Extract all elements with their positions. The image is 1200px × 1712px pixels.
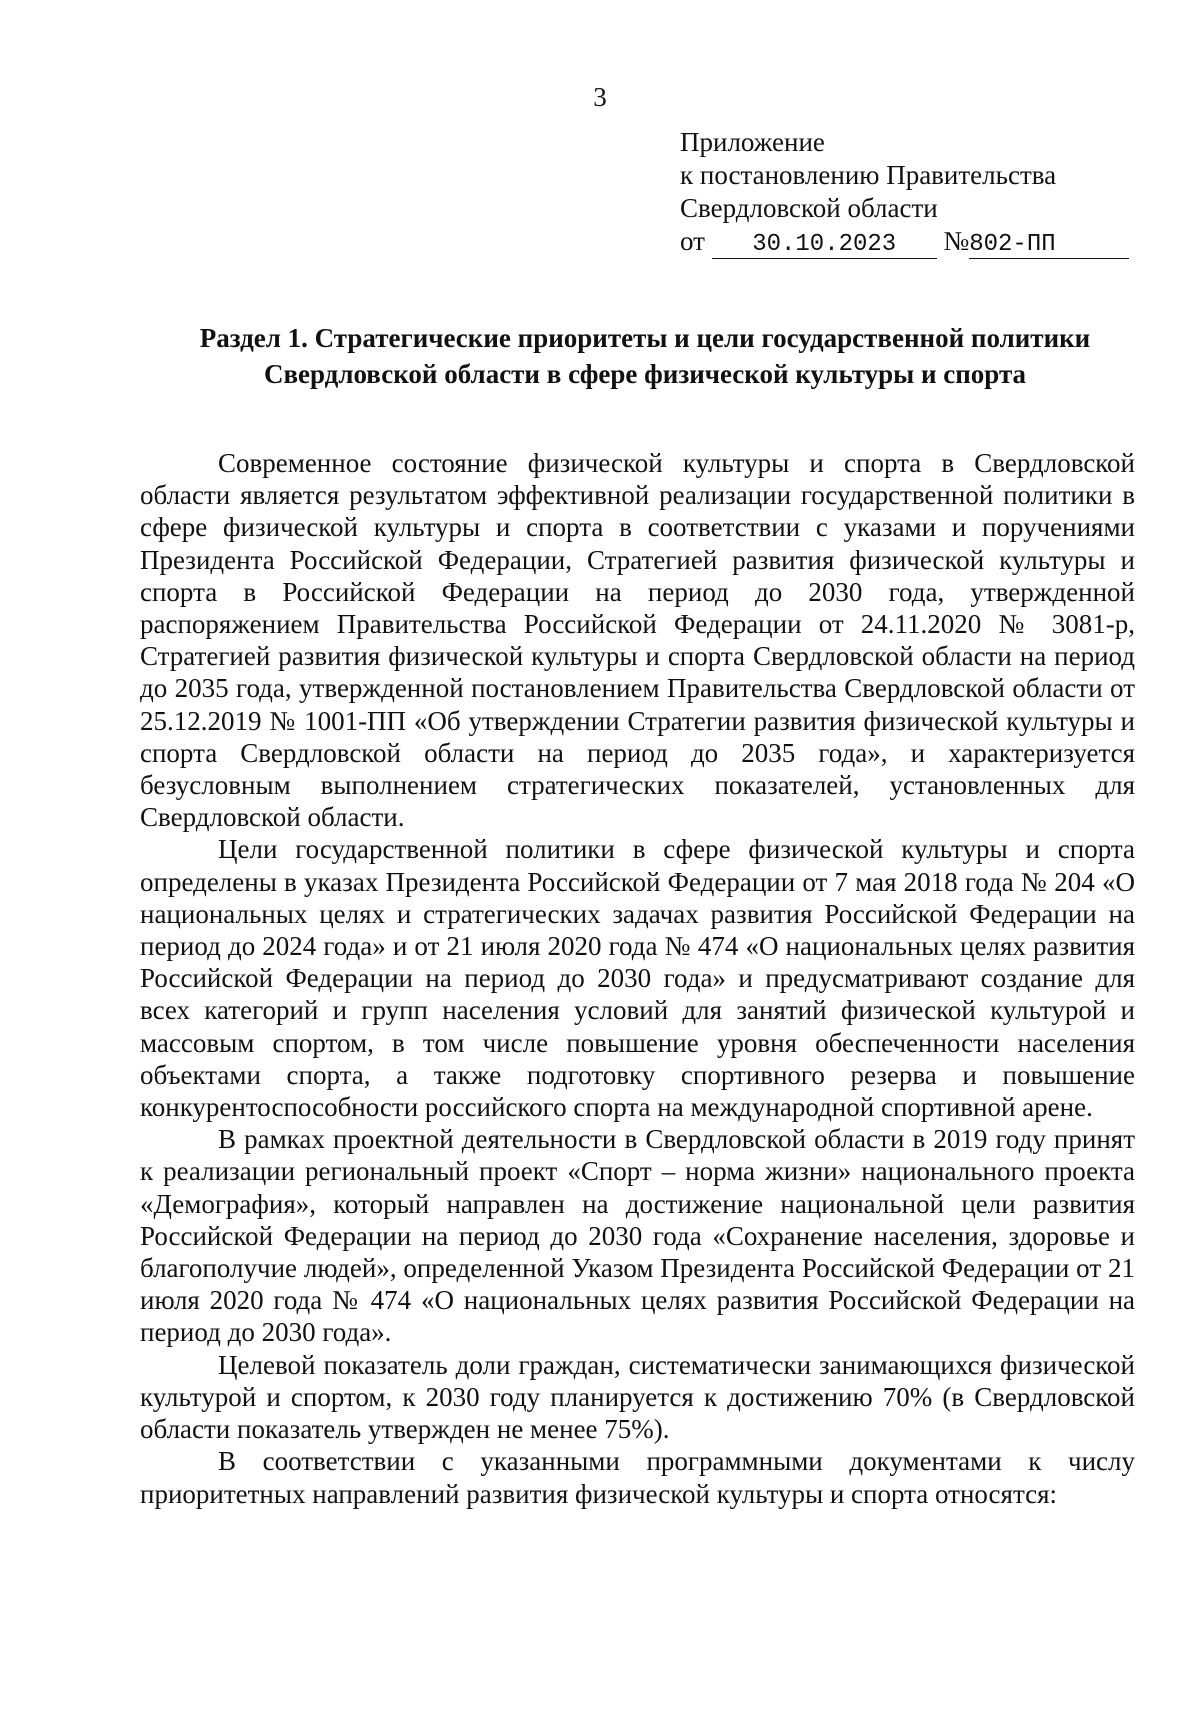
section-heading — [150, 320, 1140, 392]
appendix-date-number-line — [680, 225, 1140, 259]
resolution-date: 30.10.2023 — [712, 232, 937, 259]
paragraph-current-state: Современное состояние физической культуры и спорта в Свердловской области является результатом эффективной реализации государственной политики в сфере физической культуры и спорта в соответствии с указами и поручениями Президента Российской Федерации, Стратегией развития физической культуры и спорта в Российской Федерации на период до 2030 года, утвержденной распоряжением Правительства Российской Федерации от 24.11.2020 № 3081-р, Стратегией развития физической культуры и спорта Свердловской области на период до 2035 года, утвержденной постановлением Правительства Свердловской области от 25.12.2019 № 1001-ПП «Об утверждении Стратегии развития физической культуры и спорта Свердловской области на период до 2035 года», и характеризуется безусловным выполнением стратегических показателей, установленных для Свердловской области. — [140, 448, 1135, 833]
section-heading-line-2: Свердловской области в сфере физической культуры и спорта — [263, 359, 1027, 389]
date-prefix: от — [680, 226, 705, 256]
appendix-reference: к постановлению Правительства — [680, 160, 1057, 190]
paragraph-regional-project: В рамках проектной деятельности в Свердловской области в 2019 году принят к реализации региональный проект «Спорт – норма жизни» национального проекта «Демография», который направлен на достижение национальной цели развития Российской Федерации на период до 2030 года «Сохранение населения, здоровье и благополучие людей», определенной Указом Президента Российской Федерации от 21 июля 2020 года № 474 «О национальных целях развития Российской Федерации на период до 2030 года». — [140, 1124, 1135, 1348]
page-number: 3 — [593, 82, 607, 112]
body-text — [140, 447, 1135, 1510]
resolution-number: 802-ПП — [969, 232, 1129, 259]
section-heading-line-1: Раздел 1. Стратегические приоритеты и цели государственной политики — [199, 323, 1091, 353]
appendix-region: Свердловской области — [680, 193, 938, 223]
number-prefix: № — [943, 226, 970, 256]
paragraph-priority-directions: В соответствии с указанными программными документами к числу приоритетных направлений развития физической культуры и спорта относятся: — [140, 1446, 1135, 1509]
appendix-block — [680, 126, 1140, 259]
paragraph-target-indicator: Целевой показатель доли граждан, систематически занимающихся физической культурой и спортом, к 2030 году планируется к достижению 70% (в Свердловской области показатель утвержден не менее 75%). — [140, 1349, 1135, 1445]
paragraph-policy-goals: Цели государственной политики в сфере физической культуры и спорта определены в указах Президента Российской Федерации от 7 мая 2018 года № 204 «О национальных целях и стратегических задачах развития Российской Федерации на период до 2024 года» и от 21 июля 2020 года № 474 «О национальных целях развития Российской Федерации на период до 2030 года» и предусматривают создание для всех категорий и групп населения условий для занятий физической культурой и массовым спортом, в том числе повышение уровня обеспеченности населения объектами спорта, а также подготовку спортивного резерва и повышение конкурентоспособности российского спорта на международной спортивной арене. — [140, 834, 1135, 1123]
appendix-title: Приложение — [680, 127, 825, 157]
